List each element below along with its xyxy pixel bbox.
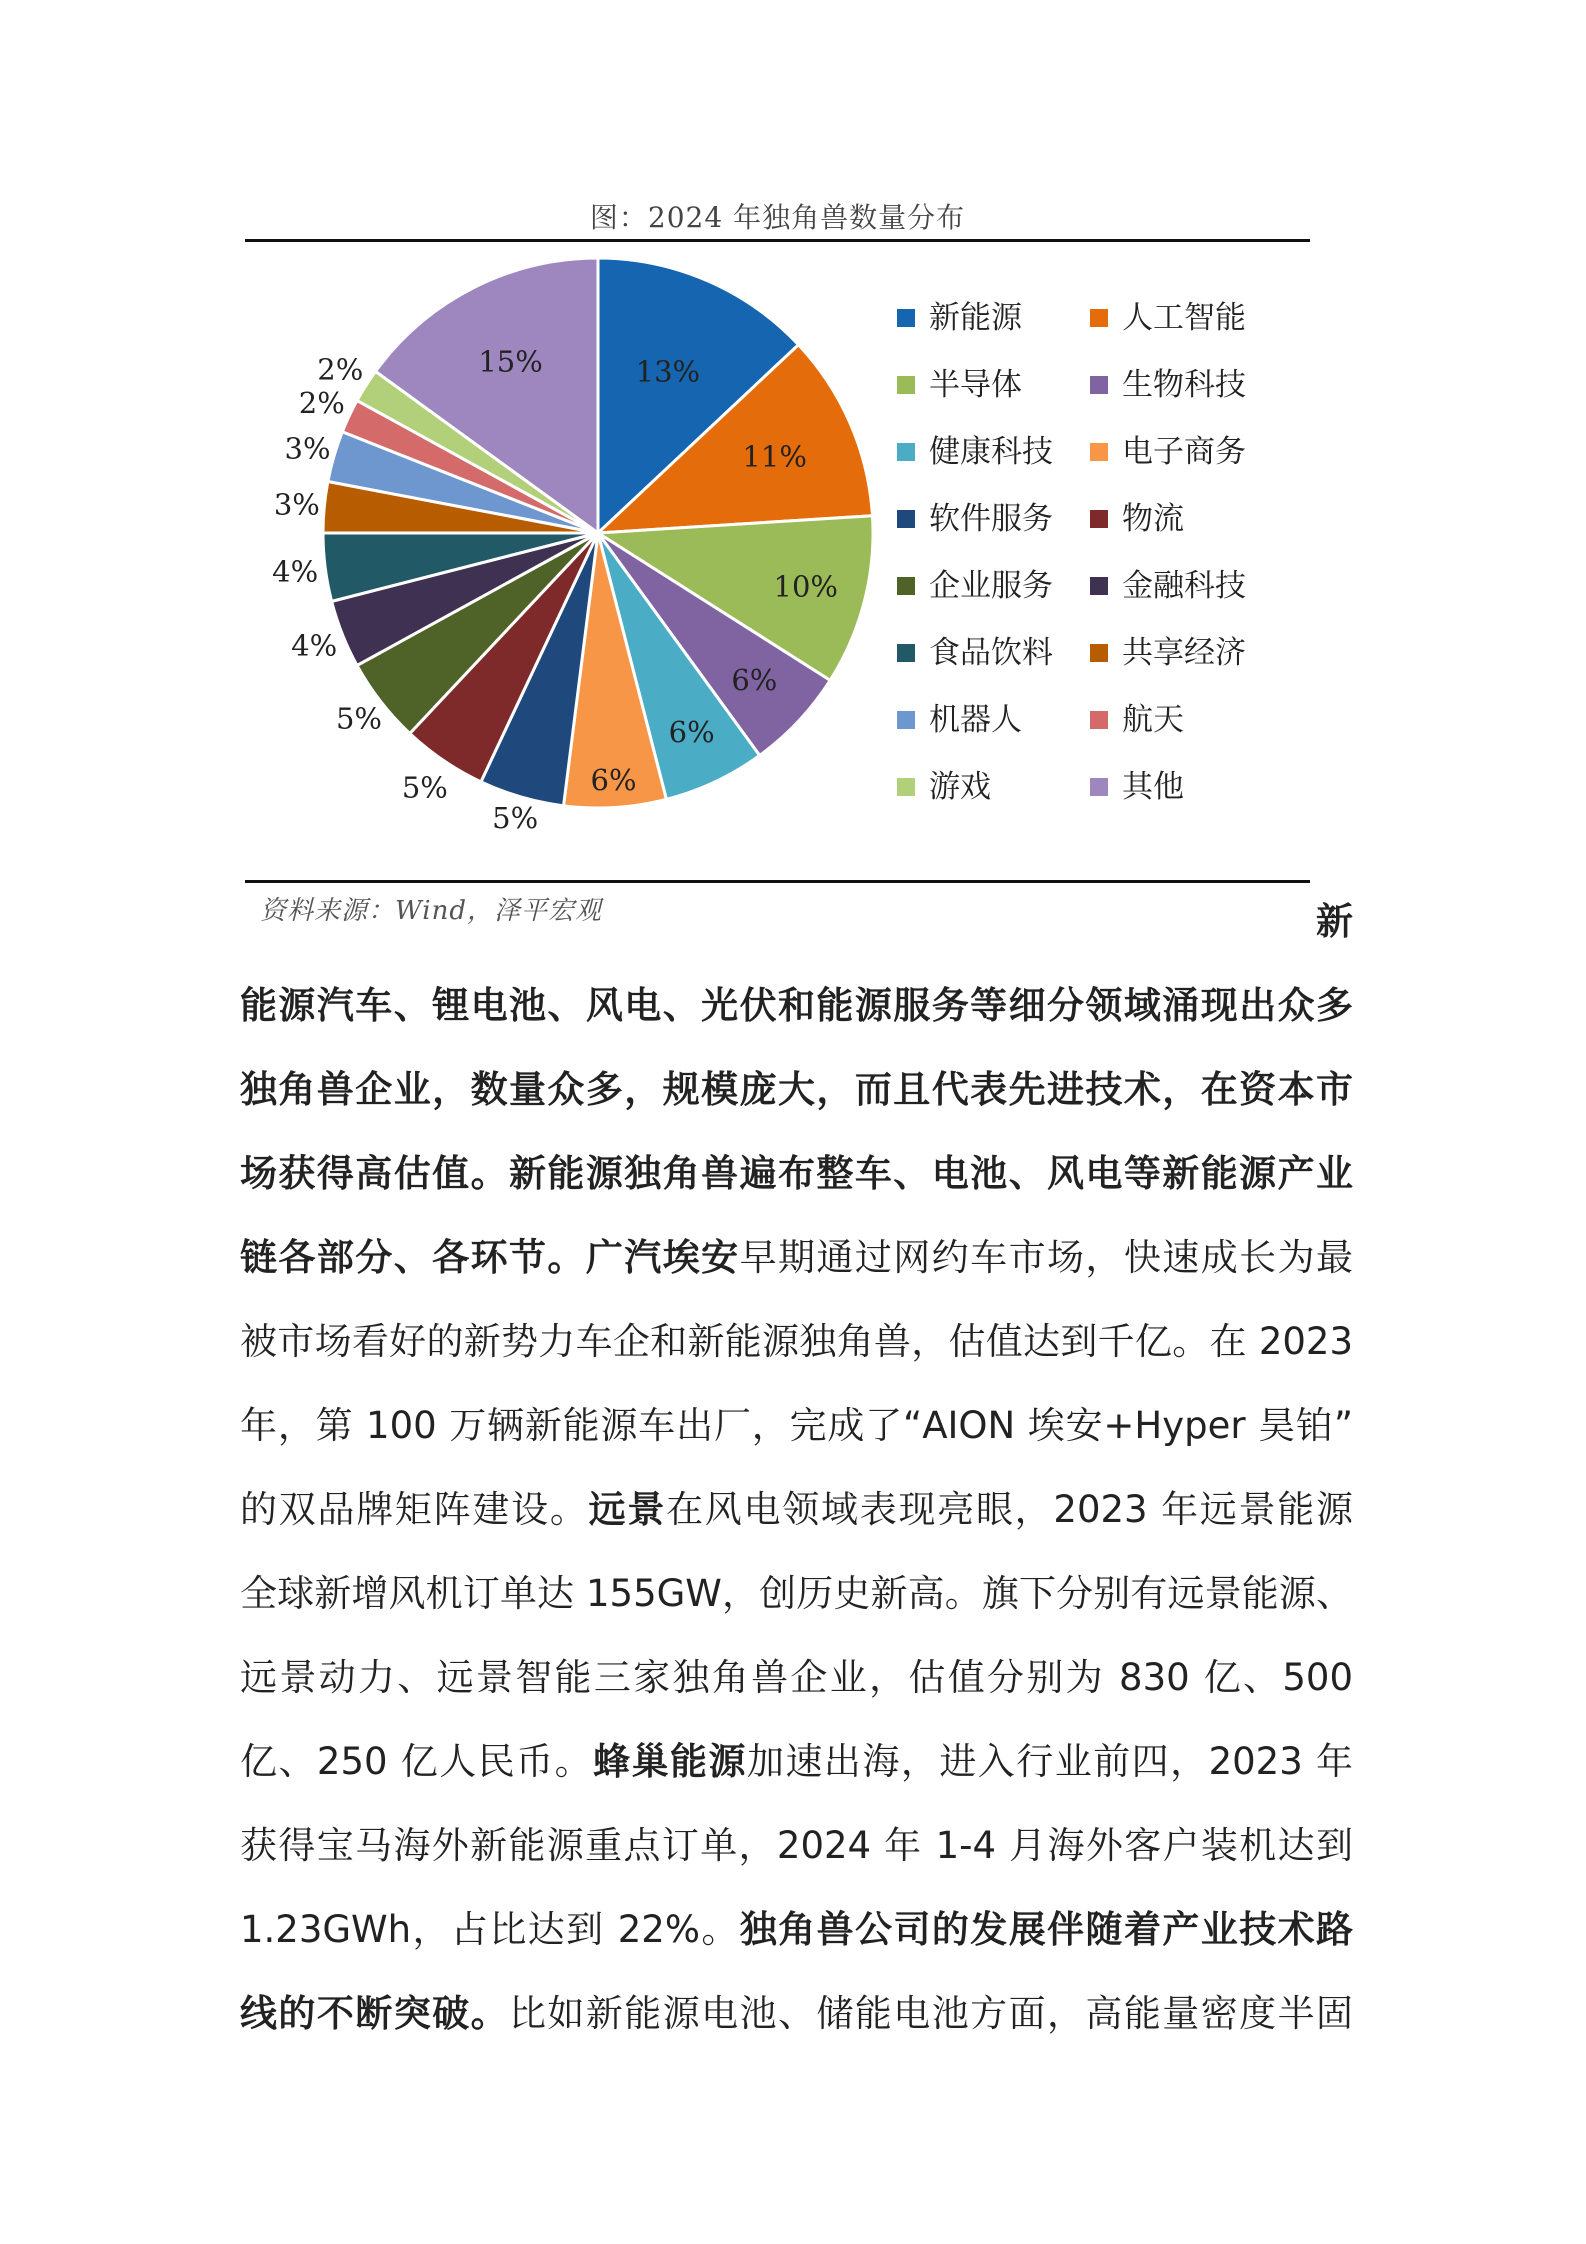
pie-percent-label: 3%	[273, 487, 320, 522]
legend-swatch	[1090, 510, 1108, 528]
figure-top-rule	[245, 239, 1310, 242]
pie-chart	[245, 245, 1310, 875]
body-text-run: 在风电领域表现亮眼，2023 年远景能源	[666, 1488, 1353, 1531]
bold-text: 线的不断突破。	[240, 1992, 509, 2035]
body-line	[240, 964, 1353, 1048]
body-text-run: 全球新增风机订单达 155GW，创历史新高。旗下分别有远景能源、	[240, 1572, 1353, 1615]
body-line	[240, 1300, 1353, 1384]
legend-swatch	[897, 711, 915, 729]
legend-label: 人工智能	[1122, 300, 1246, 336]
legend-swatch	[897, 376, 915, 394]
legend-swatch	[897, 644, 915, 662]
body-line	[240, 880, 1353, 964]
chart-legend	[897, 300, 1246, 805]
body-text-run: 加速出海，进入行业前四，2023 年	[747, 1740, 1353, 1783]
legend-label: 其他	[1122, 769, 1184, 805]
legend-swatch	[1090, 309, 1108, 327]
legend-label: 半导体	[929, 367, 1022, 403]
bold-text: 独角兽公司的发展伴随着产业技术路	[739, 1908, 1354, 1951]
bold-text: 独角兽企业，数量众多，规模庞大，而且代表先进技术，在资本市	[240, 1068, 1353, 1111]
legend-label: 物流	[1122, 501, 1184, 537]
legend-label: 游戏	[929, 769, 991, 805]
bold-text: 能源汽车、锂电池、风电、光伏和能源服务等细分领域涌现出众多	[240, 984, 1353, 1027]
pie-percent-label: 2%	[317, 352, 364, 387]
body-line	[240, 1888, 1353, 1972]
body-line	[240, 1048, 1353, 1132]
legend-swatch	[1090, 376, 1108, 394]
body-line	[240, 1972, 1353, 2056]
bold-text: 远景	[588, 1488, 667, 1531]
body-text-run: 获得宝马海外新能源重点订单，2024 年 1-4 月海外客户装机达到	[240, 1824, 1353, 1867]
body-line	[240, 1804, 1353, 1888]
pie-percent-label: 2%	[298, 386, 345, 421]
legend-label: 电子商务	[1122, 434, 1246, 470]
legend-swatch	[1090, 443, 1108, 461]
body-line	[240, 1216, 1353, 1300]
legend-swatch	[897, 510, 915, 528]
legend-swatch	[897, 443, 915, 461]
body-paragraph	[240, 880, 1353, 2056]
body-text-run: 比如新能源电池、储能电池方面，高能量密度半固	[509, 1992, 1353, 2035]
pie-percent-label: 5%	[492, 801, 539, 836]
pie-percent-label: 13%	[635, 354, 701, 389]
body-text-run: 亿、250 亿人民币。	[240, 1740, 594, 1783]
body-text-run: 的双品牌矩阵建设。	[240, 1488, 589, 1531]
body-line	[240, 1636, 1353, 1720]
legend-swatch	[897, 778, 915, 796]
pie-percent-label: 4%	[272, 554, 319, 589]
legend-label: 企业服务	[929, 568, 1053, 604]
figure-title: 图：2024 年独角兽数量分布	[589, 201, 966, 234]
legend-label: 新能源	[929, 300, 1022, 336]
legend-swatch	[1090, 577, 1108, 595]
body-line	[240, 1552, 1353, 1636]
figure-source: 资料来源：Wind，泽平宏观	[260, 896, 602, 926]
bold-text: 新	[1316, 900, 1353, 943]
legend-swatch	[1090, 711, 1108, 729]
pie-percent-label: 15%	[478, 344, 543, 379]
pie-percent-label: 4%	[291, 628, 338, 663]
pie-percent-label: 6%	[668, 715, 715, 750]
pie-percent-label: 5%	[335, 701, 382, 736]
body-line	[240, 1384, 1353, 1468]
pie-percent-label: 5%	[401, 770, 448, 805]
legend-swatch	[1090, 644, 1108, 662]
legend-label: 航天	[1122, 702, 1184, 738]
legend-swatch	[1090, 778, 1108, 796]
pie-slices	[323, 258, 873, 808]
pie-percent-label: 11%	[742, 439, 807, 474]
body-text-run: 1.23GWh，占比达到 22%。	[240, 1908, 740, 1951]
pie-percent-label: 6%	[590, 763, 637, 798]
body-text-run: 被市场看好的新势力车企和新能源独角兽，估值达到千亿。在 2023	[240, 1320, 1353, 1363]
legend-swatch	[897, 577, 915, 595]
pie-percent-label: 3%	[284, 431, 331, 466]
pie-percent-label: 6%	[731, 662, 778, 697]
bold-text: 链各部分、各环节。广汽埃安	[240, 1236, 740, 1279]
body-text-run: 年，第 100 万辆新能源车出厂，完成了“AION 埃安+Hyper 昊铂”	[240, 1404, 1353, 1447]
legend-label: 共享经济	[1122, 635, 1246, 671]
legend-swatch	[897, 309, 915, 327]
pie-percent-label: 10%	[773, 569, 838, 604]
legend-label: 金融科技	[1122, 568, 1246, 604]
legend-label: 生物科技	[1122, 367, 1246, 403]
legend-label: 食品饮料	[929, 635, 1053, 671]
bold-text: 蜂巢能源	[593, 1740, 747, 1783]
legend-label: 健康科技	[929, 434, 1053, 470]
body-line	[240, 1132, 1353, 1216]
body-text-run: 远景动力、远景智能三家独角兽企业，估值分别为 830 亿、500	[240, 1656, 1353, 1699]
body-line	[240, 1720, 1353, 1804]
bold-text: 场获得高估值。新能源独角兽遍布整车、电池、风电等新能源产业	[240, 1152, 1353, 1195]
legend-label: 机器人	[929, 702, 1022, 738]
body-text-run: 早期通过网约车市场，快速成长为最	[739, 1236, 1354, 1279]
legend-label: 软件服务	[929, 501, 1053, 537]
body-line	[240, 1468, 1353, 1552]
